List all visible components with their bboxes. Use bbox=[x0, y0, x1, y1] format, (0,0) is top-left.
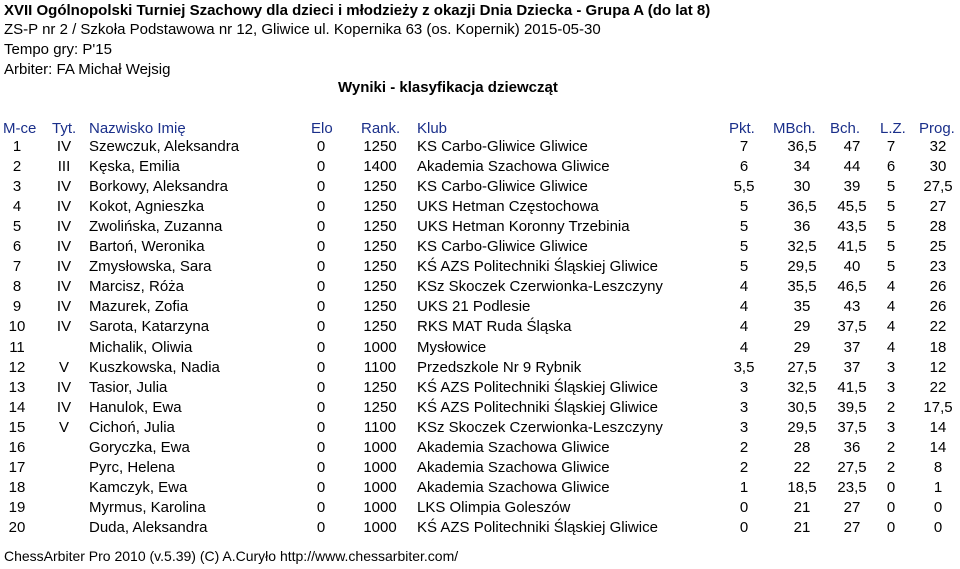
cell-lz: 5 bbox=[886, 178, 896, 195]
cell-place: 17 bbox=[8, 459, 26, 476]
table-row bbox=[0, 178, 960, 198]
cell-club: KŚ AZS Politechniki Śląskiej Gliwice bbox=[417, 399, 658, 416]
cell-title: IV bbox=[56, 278, 72, 295]
cell-title: IV bbox=[56, 379, 72, 396]
cell-rank: 1250 bbox=[363, 318, 397, 335]
cell-club: Akademia Szachowa Gliwice bbox=[417, 479, 610, 496]
cell-place: 8 bbox=[12, 278, 22, 295]
cell-lz: 2 bbox=[886, 439, 896, 456]
cell-points: 2 bbox=[739, 439, 749, 456]
cell-bch: 37,5 bbox=[837, 419, 867, 436]
cell-rank: 1250 bbox=[363, 298, 397, 315]
cell-lz: 6 bbox=[886, 158, 896, 175]
cell-title: IV bbox=[56, 218, 72, 235]
cell-elo: 0 bbox=[316, 218, 326, 235]
cell-mbch: 29 bbox=[793, 318, 811, 335]
cell-title: IV bbox=[56, 318, 72, 335]
cell-bch: 46,5 bbox=[837, 278, 867, 295]
cell-name: Michalik, Oliwia bbox=[89, 339, 193, 356]
col-header-title: Tyt. bbox=[52, 120, 77, 137]
cell-elo: 0 bbox=[316, 359, 326, 376]
cell-elo: 0 bbox=[316, 339, 326, 356]
cell-name: Kokot, Agnieszka bbox=[89, 198, 205, 215]
cell-bch: 44 bbox=[843, 158, 861, 175]
cell-bch: 47 bbox=[843, 138, 861, 155]
cell-lz: 5 bbox=[886, 218, 896, 235]
table-row bbox=[0, 318, 960, 338]
table-row bbox=[0, 339, 960, 359]
cell-name: Tasior, Julia bbox=[89, 379, 168, 396]
cell-bch: 37,5 bbox=[837, 318, 867, 335]
table-row bbox=[0, 359, 960, 379]
cell-elo: 0 bbox=[316, 278, 326, 295]
cell-name: Zmysłowska, Sara bbox=[89, 258, 212, 275]
cell-mbch: 27,5 bbox=[787, 359, 817, 376]
cell-title: IV bbox=[56, 178, 72, 195]
cell-prog: 25 bbox=[929, 238, 947, 255]
cell-title: III bbox=[57, 158, 71, 175]
cell-bch: 23,5 bbox=[837, 479, 867, 496]
cell-prog: 27,5 bbox=[923, 178, 953, 195]
cell-mbch: 29,5 bbox=[787, 419, 817, 436]
cell-elo: 0 bbox=[316, 519, 326, 536]
cell-elo: 0 bbox=[316, 138, 326, 155]
cell-lz: 0 bbox=[886, 519, 896, 536]
cell-bch: 41,5 bbox=[837, 379, 867, 396]
cell-prog: 32 bbox=[929, 138, 947, 155]
cell-rank: 1100 bbox=[363, 419, 397, 436]
cell-bch: 41,5 bbox=[837, 238, 867, 255]
cell-prog: 23 bbox=[929, 258, 947, 275]
cell-points: 4 bbox=[739, 298, 749, 315]
cell-title: IV bbox=[56, 399, 72, 416]
table-row bbox=[0, 138, 960, 158]
cell-elo: 0 bbox=[316, 198, 326, 215]
table-row bbox=[0, 439, 960, 459]
cell-elo: 0 bbox=[316, 178, 326, 195]
cell-club: LKS Olimpia Goleszów bbox=[417, 499, 571, 516]
cell-lz: 0 bbox=[886, 479, 896, 496]
cell-club: RKS MAT Ruda Śląska bbox=[417, 318, 572, 335]
cell-mbch: 29 bbox=[793, 339, 811, 356]
cell-club: Akademia Szachowa Gliwice bbox=[417, 158, 610, 175]
cell-lz: 3 bbox=[886, 359, 896, 376]
cell-place: 5 bbox=[12, 218, 22, 235]
cell-prog: 30 bbox=[929, 158, 947, 175]
cell-title: IV bbox=[56, 258, 72, 275]
cell-bch: 36 bbox=[843, 439, 861, 456]
cell-place: 2 bbox=[12, 158, 22, 175]
cell-points: 3,5 bbox=[733, 359, 755, 376]
cell-bch: 39 bbox=[843, 178, 861, 195]
cell-rank: 1400 bbox=[363, 158, 397, 175]
cell-rank: 1000 bbox=[363, 439, 397, 456]
cell-place: 3 bbox=[12, 178, 22, 195]
cell-club: Akademia Szachowa Gliwice bbox=[417, 459, 610, 476]
cell-rank: 1250 bbox=[363, 138, 397, 155]
table-row bbox=[0, 158, 960, 178]
tournament-title: XVII Ogólnopolski Turniej Szachowy dla dzieci i młodzieży z okazji Dnia Dziecka - Grupa A (do lat 8) bbox=[4, 2, 711, 19]
cell-rank: 1250 bbox=[363, 399, 397, 416]
cell-elo: 0 bbox=[316, 459, 326, 476]
cell-club: KŚ AZS Politechniki Śląskiej Gliwice bbox=[417, 379, 658, 396]
cell-prog: 26 bbox=[929, 278, 947, 295]
results-subtitle: Wyniki - klasyfikacja dziewcząt bbox=[338, 79, 558, 96]
cell-prog: 12 bbox=[929, 359, 947, 376]
cell-points: 6 bbox=[739, 158, 749, 175]
cell-points: 1 bbox=[739, 479, 749, 496]
cell-lz: 5 bbox=[886, 258, 896, 275]
cell-club: KSz Skoczek Czerwionka-Leszczyny bbox=[417, 278, 663, 295]
cell-points: 5 bbox=[739, 238, 749, 255]
cell-bch: 43,5 bbox=[837, 218, 867, 235]
cell-club: UKS 21 Podlesie bbox=[417, 298, 531, 315]
col-header-place: M-ce bbox=[3, 120, 37, 137]
cell-rank: 1250 bbox=[363, 258, 397, 275]
table-row bbox=[0, 519, 960, 539]
cell-mbch: 36 bbox=[793, 218, 811, 235]
cell-place: 13 bbox=[8, 379, 26, 396]
cell-elo: 0 bbox=[316, 439, 326, 456]
col-header-lz: L.Z. bbox=[880, 120, 906, 137]
cell-title: IV bbox=[56, 238, 72, 255]
cell-place: 6 bbox=[12, 238, 22, 255]
cell-points: 5,5 bbox=[733, 178, 755, 195]
cell-club: KŚ AZS Politechniki Śląskiej Gliwice bbox=[417, 258, 658, 275]
cell-title: IV bbox=[56, 298, 72, 315]
cell-title: V bbox=[58, 419, 69, 436]
cell-name: Duda, Aleksandra bbox=[89, 519, 208, 536]
cell-bch: 39,5 bbox=[837, 399, 867, 416]
cell-points: 3 bbox=[739, 379, 749, 396]
cell-mbch: 29,5 bbox=[787, 258, 817, 275]
cell-points: 5 bbox=[739, 258, 749, 275]
cell-elo: 0 bbox=[316, 479, 326, 496]
cell-name: Myrmus, Karolina bbox=[89, 499, 206, 516]
cell-prog: 14 bbox=[929, 439, 947, 456]
cell-club: UKS Hetman Koronny Trzebinia bbox=[417, 218, 630, 235]
cell-bch: 27 bbox=[843, 519, 861, 536]
table-row bbox=[0, 218, 960, 238]
cell-points: 3 bbox=[739, 419, 749, 436]
cell-club: KS Carbo-Gliwice Gliwice bbox=[417, 178, 588, 195]
cell-club: KŚ AZS Politechniki Śląskiej Gliwice bbox=[417, 519, 658, 536]
cell-mbch: 32,5 bbox=[787, 379, 817, 396]
cell-place: 20 bbox=[8, 519, 26, 536]
cell-club: Przedszkole Nr 9 Rybnik bbox=[417, 359, 582, 376]
cell-prog: 18 bbox=[929, 339, 947, 356]
cell-rank: 1000 bbox=[363, 479, 397, 496]
cell-elo: 0 bbox=[316, 379, 326, 396]
cell-rank: 1250 bbox=[363, 379, 397, 396]
cell-prog: 27 bbox=[929, 198, 947, 215]
cell-name: Szewczuk, Aleksandra bbox=[89, 138, 240, 155]
cell-name: Kęska, Emilia bbox=[89, 158, 180, 175]
cell-place: 9 bbox=[12, 298, 22, 315]
cell-rank: 1000 bbox=[363, 459, 397, 476]
cell-points: 5 bbox=[739, 198, 749, 215]
col-header-name: Nazwisko Imię bbox=[89, 120, 186, 137]
cell-points: 0 bbox=[739, 519, 749, 536]
cell-elo: 0 bbox=[316, 318, 326, 335]
cell-name: Borkowy, Aleksandra bbox=[89, 178, 228, 195]
cell-bch: 43 bbox=[843, 298, 861, 315]
cell-elo: 0 bbox=[316, 419, 326, 436]
cell-place: 4 bbox=[12, 198, 22, 215]
cell-place: 10 bbox=[8, 318, 26, 335]
cell-points: 7 bbox=[739, 138, 749, 155]
cell-club: KS Carbo-Gliwice Gliwice bbox=[417, 138, 588, 155]
cell-mbch: 32,5 bbox=[787, 238, 817, 255]
cell-points: 4 bbox=[739, 318, 749, 335]
cell-mbch: 22 bbox=[793, 459, 811, 476]
cell-lz: 3 bbox=[886, 419, 896, 436]
cell-place: 16 bbox=[8, 439, 26, 456]
cell-prog: 1 bbox=[933, 479, 943, 496]
cell-club: KS Carbo-Gliwice Gliwice bbox=[417, 238, 588, 255]
cell-mbch: 35 bbox=[793, 298, 811, 315]
time-control: Tempo gry: P'15 bbox=[4, 41, 112, 58]
cell-prog: 22 bbox=[929, 318, 947, 335]
cell-title: V bbox=[58, 359, 69, 376]
table-row bbox=[0, 198, 960, 218]
cell-title: IV bbox=[56, 198, 72, 215]
cell-name: Mazurek, Zofia bbox=[89, 298, 189, 315]
cell-lz: 0 bbox=[886, 499, 896, 516]
cell-lz: 2 bbox=[886, 399, 896, 416]
table-row bbox=[0, 278, 960, 298]
cell-lz: 5 bbox=[886, 238, 896, 255]
cell-points: 0 bbox=[739, 499, 749, 516]
cell-mbch: 36,5 bbox=[787, 138, 817, 155]
cell-lz: 4 bbox=[886, 318, 896, 335]
cell-mbch: 36,5 bbox=[787, 198, 817, 215]
cell-rank: 1100 bbox=[363, 359, 397, 376]
cell-mbch: 30,5 bbox=[787, 399, 817, 416]
cell-place: 1 bbox=[12, 138, 22, 155]
cell-rank: 1000 bbox=[363, 499, 397, 516]
cell-mbch: 35,5 bbox=[787, 278, 817, 295]
col-header-mbch: MBch. bbox=[773, 120, 816, 137]
cell-points: 2 bbox=[739, 459, 749, 476]
cell-rank: 1250 bbox=[363, 218, 397, 235]
cell-name: Pyrc, Helena bbox=[89, 459, 175, 476]
table-row bbox=[0, 499, 960, 519]
col-header-elo: Elo bbox=[311, 120, 333, 137]
cell-lz: 4 bbox=[886, 278, 896, 295]
cell-elo: 0 bbox=[316, 298, 326, 315]
cell-name: Hanulok, Ewa bbox=[89, 399, 182, 416]
cell-elo: 0 bbox=[316, 499, 326, 516]
cell-title: IV bbox=[56, 138, 72, 155]
cell-mbch: 34 bbox=[793, 158, 811, 175]
cell-place: 14 bbox=[8, 399, 26, 416]
footer-credits: ChessArbiter Pro 2010 (v.5.39) (C) A.Curyło http://www.chessarbiter.com/ bbox=[4, 548, 459, 564]
cell-rank: 1250 bbox=[363, 178, 397, 195]
cell-lz: 5 bbox=[886, 198, 896, 215]
cell-elo: 0 bbox=[316, 158, 326, 175]
table-row bbox=[0, 399, 960, 419]
cell-elo: 0 bbox=[316, 258, 326, 275]
col-header-prog: Prog. bbox=[919, 120, 955, 137]
cell-prog: 0 bbox=[933, 519, 943, 536]
table-row bbox=[0, 419, 960, 439]
table-row bbox=[0, 379, 960, 399]
cell-points: 4 bbox=[739, 278, 749, 295]
cell-name: Kamczyk, Ewa bbox=[89, 479, 188, 496]
cell-mbch: 21 bbox=[793, 519, 811, 536]
cell-points: 4 bbox=[739, 339, 749, 356]
cell-mbch: 28 bbox=[793, 439, 811, 456]
cell-rank: 1250 bbox=[363, 238, 397, 255]
cell-rank: 1250 bbox=[363, 278, 397, 295]
table-row bbox=[0, 298, 960, 318]
cell-lz: 4 bbox=[886, 339, 896, 356]
cell-place: 15 bbox=[8, 419, 26, 436]
cell-place: 11 bbox=[9, 339, 25, 356]
cell-name: Kuszkowska, Nadia bbox=[89, 359, 220, 376]
cell-prog: 26 bbox=[929, 298, 947, 315]
cell-name: Bartoń, Weronika bbox=[89, 238, 205, 255]
cell-prog: 28 bbox=[929, 218, 947, 235]
cell-place: 19 bbox=[8, 499, 26, 516]
table-row bbox=[0, 479, 960, 499]
cell-lz: 7 bbox=[886, 138, 896, 155]
cell-name: Cichoń, Julia bbox=[89, 419, 175, 436]
cell-rank: 1000 bbox=[363, 339, 397, 356]
cell-club: Mysłowice bbox=[417, 339, 487, 356]
cell-mbch: 18,5 bbox=[787, 479, 817, 496]
cell-name: Sarota, Katarzyna bbox=[89, 318, 210, 335]
cell-elo: 0 bbox=[316, 399, 326, 416]
cell-prog: 22 bbox=[929, 379, 947, 396]
cell-bch: 40 bbox=[843, 258, 861, 275]
cell-bch: 45,5 bbox=[837, 198, 867, 215]
cell-place: 12 bbox=[8, 359, 26, 376]
cell-mbch: 30 bbox=[793, 178, 811, 195]
cell-elo: 0 bbox=[316, 238, 326, 255]
cell-rank: 1250 bbox=[363, 198, 397, 215]
cell-name: Goryczka, Ewa bbox=[89, 439, 190, 456]
arbiter: Arbiter: FA Michał Wejsig bbox=[4, 61, 171, 78]
cell-club: KSz Skoczek Czerwionka-Leszczyny bbox=[417, 419, 663, 436]
cell-club: UKS Hetman Częstochowa bbox=[417, 198, 599, 215]
cell-club: Akademia Szachowa Gliwice bbox=[417, 439, 610, 456]
table-row bbox=[0, 258, 960, 278]
cell-lz: 2 bbox=[886, 459, 896, 476]
cell-points: 3 bbox=[739, 399, 749, 416]
cell-bch: 37 bbox=[843, 359, 861, 376]
cell-prog: 0 bbox=[933, 499, 943, 516]
col-header-rank: Rank. bbox=[361, 120, 401, 137]
cell-bch: 27,5 bbox=[837, 459, 867, 476]
cell-points: 5 bbox=[739, 218, 749, 235]
col-header-points: Pkt. bbox=[729, 120, 755, 137]
cell-name: Zwolińska, Zuzanna bbox=[89, 218, 223, 235]
cell-prog: 8 bbox=[933, 459, 943, 476]
table-row bbox=[0, 459, 960, 479]
col-header-bch: Bch. bbox=[830, 120, 861, 137]
tournament-venue: ZS-P nr 2 / Szkoła Podstawowa nr 12, Gliwice ul. Kopernika 63 (os. Kopernik) 2015-05-30 bbox=[4, 21, 601, 38]
cell-lz: 4 bbox=[886, 298, 896, 315]
cell-bch: 27 bbox=[843, 499, 861, 516]
cell-prog: 14 bbox=[929, 419, 947, 436]
cell-place: 18 bbox=[8, 479, 26, 496]
cell-rank: 1000 bbox=[363, 519, 397, 536]
cell-prog: 17,5 bbox=[923, 399, 953, 416]
cell-name: Marcisz, Róża bbox=[89, 278, 185, 295]
cell-lz: 3 bbox=[886, 379, 896, 396]
table-row bbox=[0, 238, 960, 258]
cell-bch: 37 bbox=[843, 339, 861, 356]
cell-mbch: 21 bbox=[793, 499, 811, 516]
cell-place: 7 bbox=[12, 258, 22, 275]
col-header-club: Klub bbox=[417, 120, 448, 137]
